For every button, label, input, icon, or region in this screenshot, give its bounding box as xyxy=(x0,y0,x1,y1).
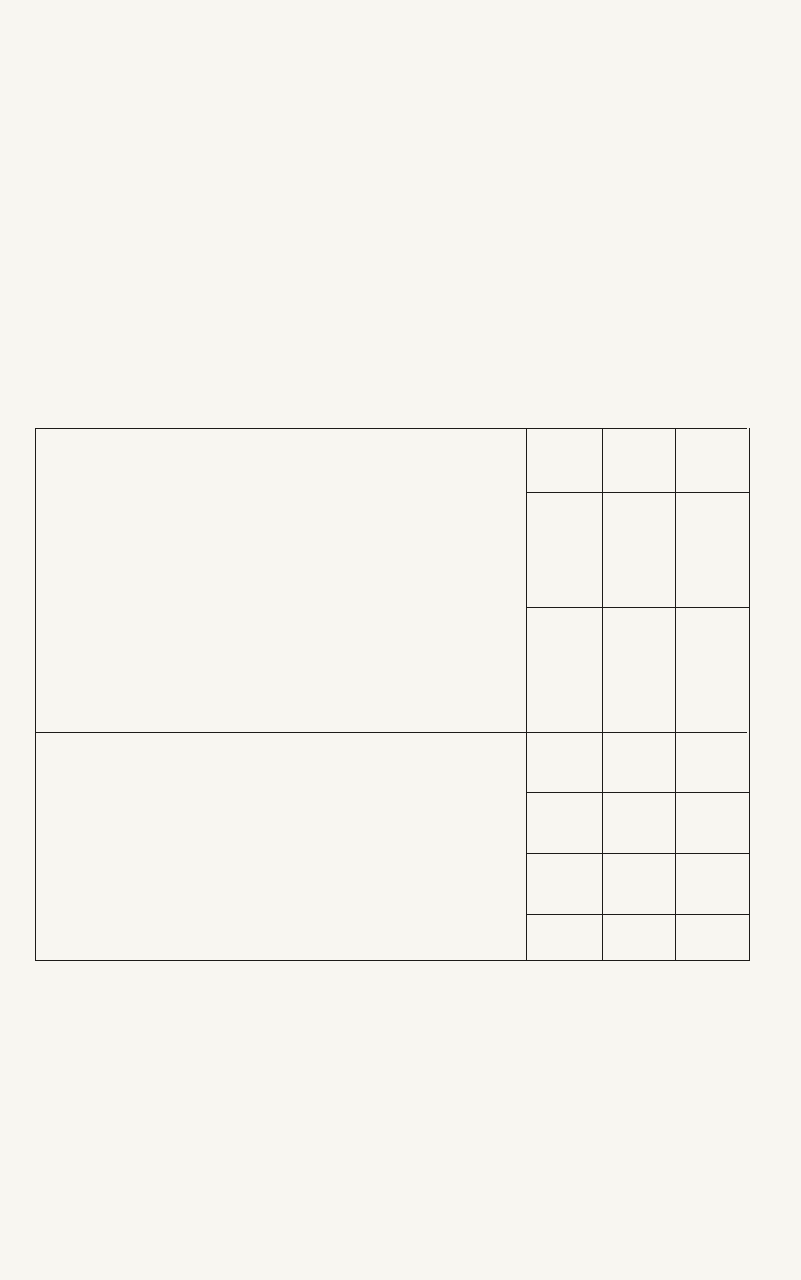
rule-before-average xyxy=(526,914,749,915)
table-right-border-full xyxy=(749,428,750,961)
column-divider-1-full xyxy=(526,428,527,961)
table-top-rule xyxy=(35,428,747,429)
rule-before-remaining xyxy=(526,853,749,854)
rule-under-header xyxy=(526,492,749,493)
rule-before-total-discharged xyxy=(526,792,749,793)
rule-before-total-admissions xyxy=(526,607,749,608)
table-left-border-full xyxy=(35,428,36,961)
column-divider-2-full xyxy=(602,428,603,961)
column-divider-3-full xyxy=(675,428,676,961)
table-bottom-border xyxy=(35,960,749,961)
table-bottom-rule xyxy=(35,732,747,733)
